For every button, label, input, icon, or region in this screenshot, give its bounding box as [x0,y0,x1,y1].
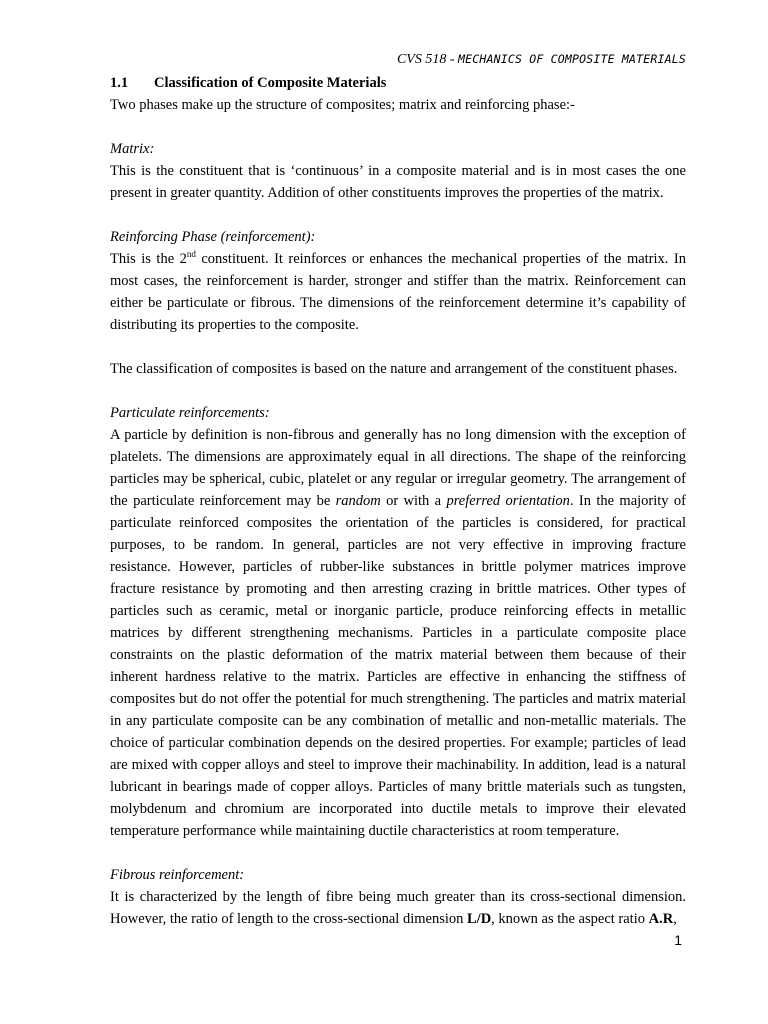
term-ld: L/D [467,911,492,927]
course-title: MECHANICS OF COMPOSITE MATERIALS [458,52,686,66]
fibrous-text-start: It is characterized by the length of fibre being much greater than its cross-sectional dimension. However, the ratio of length to the cross-sectional dimension [110,889,686,927]
emphasis-preferred-orientation: preferred orientation [446,493,570,509]
classification-paragraph: The classification of composites is based on the nature and arrangement of the constituent phases. [110,361,678,377]
section-number: 1.1 [110,75,129,91]
fibrous-paragraph [110,886,686,930]
particulate-text-start: A particle by definition is non-fibrous and generally has no long dimension with the exception of platelets. The dimensions are approximately equal in all directions. The shape of the reinforcing particles may be spherical, cubic, platelet or any regular or irregular geometry. The arrangement of the particulate reinforcement may be [110,427,686,509]
reinforcing-text-rest: constituent. It reinforces or enhances the mechanical properties of the matrix. In most cases, the reinforcement is harder, stronger and stiffer than the matrix. Reinforcement can either be particulate or fibrous. The dimensions of the reinforcement determine it’s capability of distributing its properties to the composite. [110,251,686,333]
course-code: CVS 518 - [396,52,459,67]
running-header [397,52,686,68]
section-heading [110,72,686,94]
particulate-heading: Particulate reinforcements: [110,405,270,421]
matrix-paragraph: This is the constituent that is ‘continuous’ in a composite material and is in most cases the one present in greater quantity. Addition of other constituents improves the properties of the matrix. [110,163,686,201]
term-ar: A.R [648,911,674,927]
particulate-text-rest: . In the majority of particulate reinforced composites the orientation of the particles is considered, for practical purposes, to be random. In general, particles are not very effective in improving fracture resistance. However, particles of rubber-like substances in brittle polymer matrices improve fracture resistance by promoting and then arresting crazing in brittle matrices. Other types of particles such as ceramic, metal or inorganic particle, produce reinforcing effects in metallic matrices by different strengthening mechanisms. Particles in a particulate composite place constraints on the plastic deformation of the matrix material between them because of their inherent hardness relative to the matrix. Particles are effective in enhancing the stiffness of composites but do not offer the potential for much strengthening. The particles and matrix material in any particulate composite can be any combination of metallic and non-metallic materials. The choice of particular combination depends on the desired properties. For example; particles of lead are mixed with copper alloys and steel to improve their machinability. In addition, lead is a natural lubricant in bearings made of copper alloys. Particles of many brittle materials such as tungsten, molybdenum and chromium are incorporated into ductile metals to improve their elevated temperature performance while maintaining ductile characteristics at room temperature. [110,493,686,839]
emphasis-random: random [335,493,381,509]
matrix-heading: Matrix: [110,141,155,157]
page-number: 1 [674,932,682,948]
ordinal-superscript: nd [186,249,196,260]
fibrous-text-mid: , known as the aspect ratio [491,911,649,927]
fibrous-heading: Fibrous reinforcement: [110,867,245,883]
particulate-paragraph [110,424,686,842]
section-title: Classification of Composite Materials [154,75,387,91]
particulate-text-mid: or with a [380,493,447,509]
reinforcing-heading: Reinforcing Phase (reinforcement): [110,229,316,245]
document-body [110,72,686,930]
intro-paragraph: Two phases make up the structure of composites; matrix and reinforcing phase:- [110,97,575,113]
reinforcing-paragraph [110,248,686,336]
fibrous-text-end: , [673,911,677,927]
reinforcing-text-start: This is the 2 [110,251,187,267]
